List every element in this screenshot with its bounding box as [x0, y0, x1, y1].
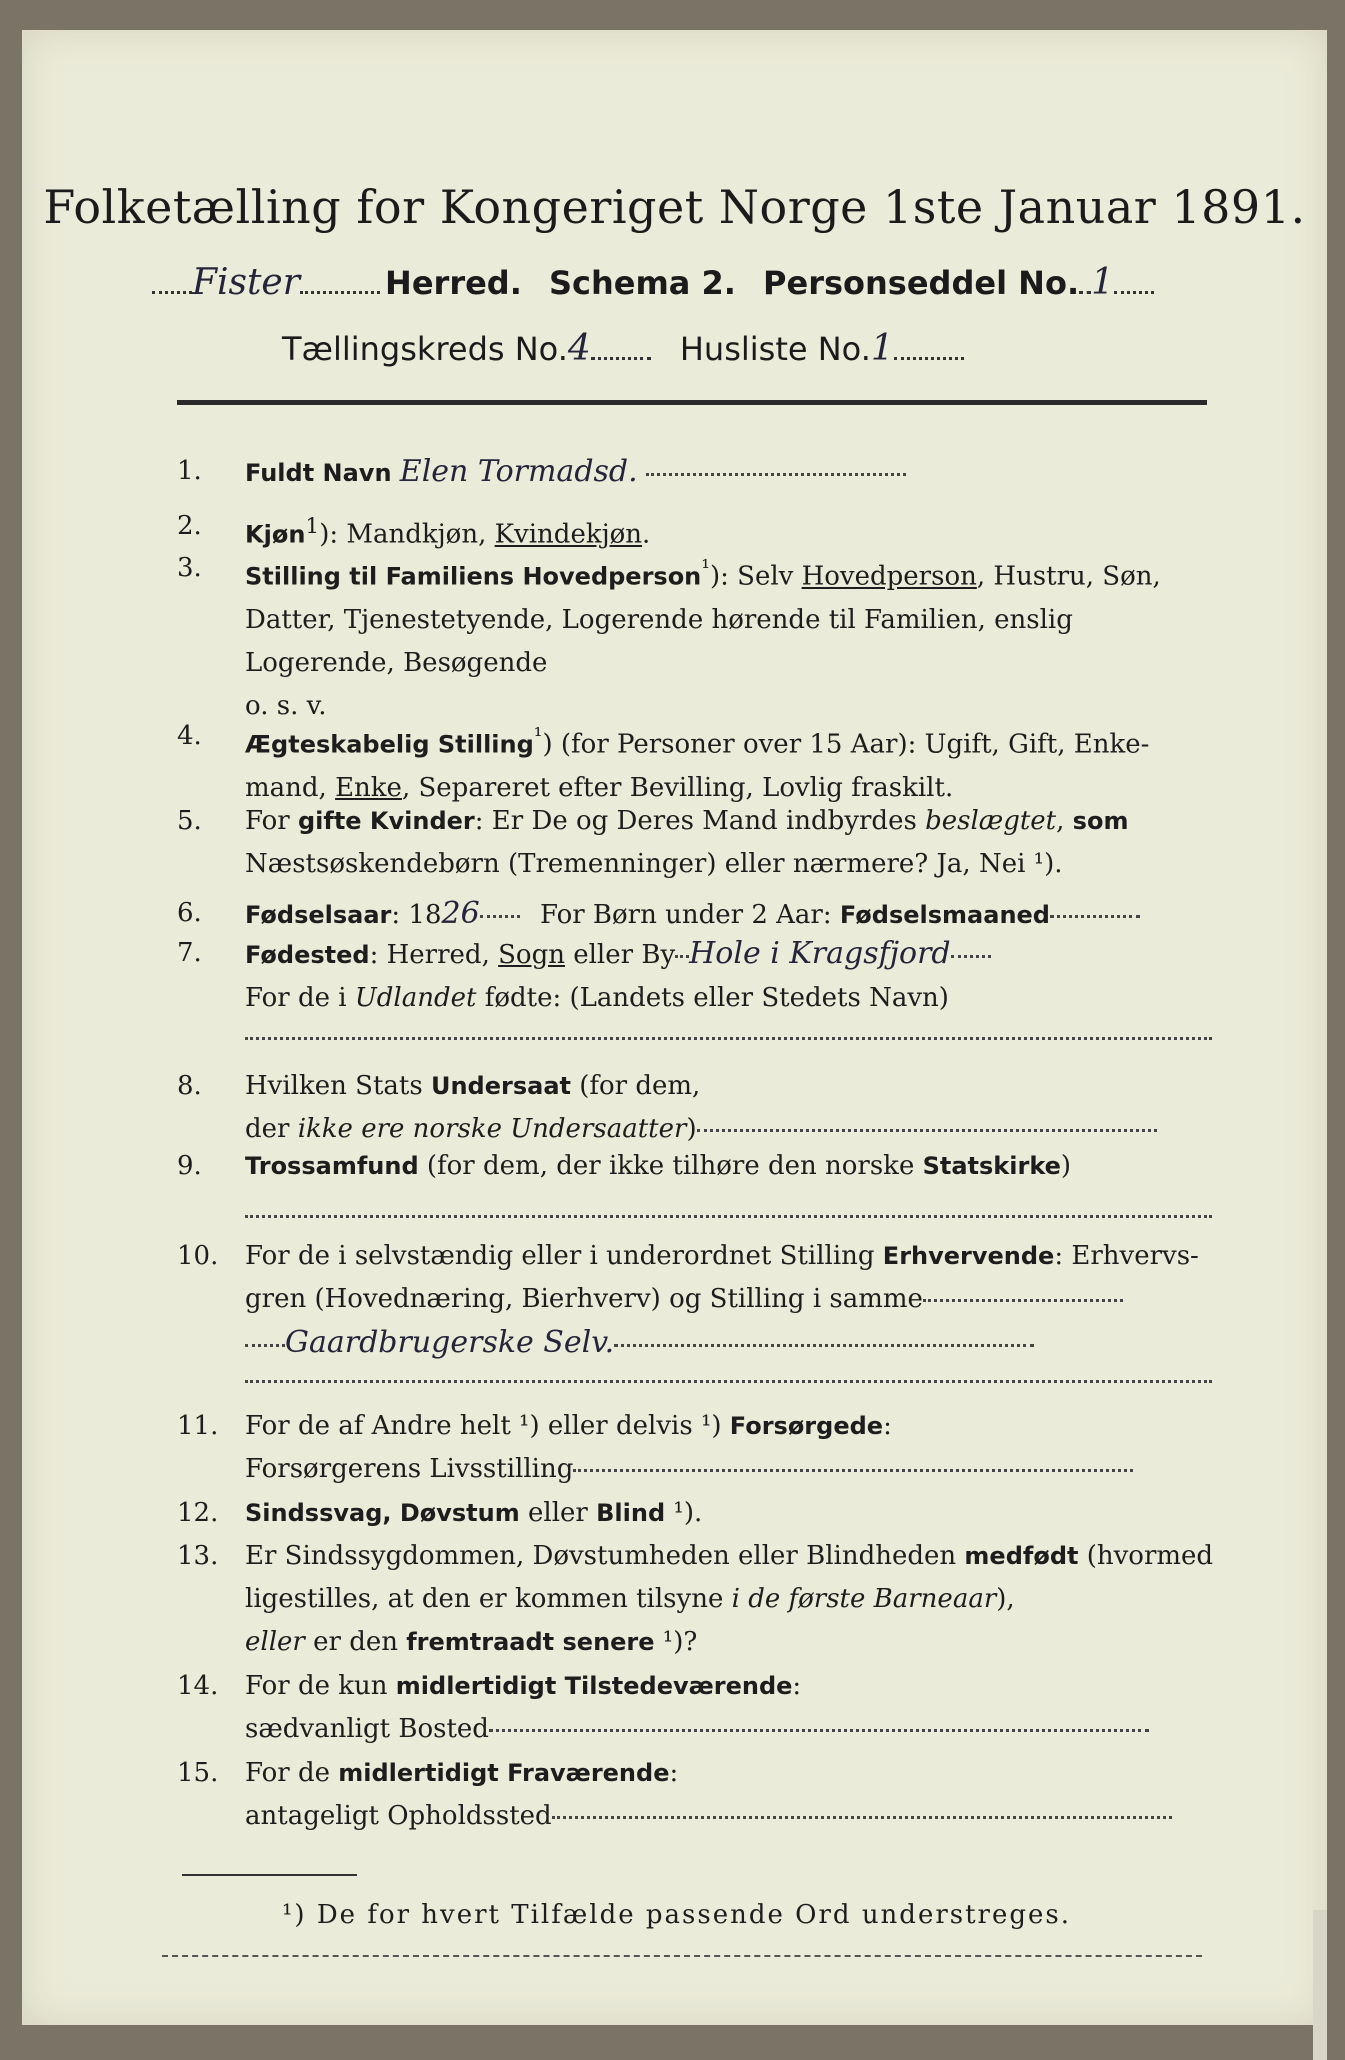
census-form — [22, 30, 1327, 2025]
item-11 — [177, 1405, 1212, 1491]
item-label: Ægteskabelig Stilling — [245, 730, 534, 759]
item-text: For de i — [245, 983, 355, 1013]
item-number: 14. — [177, 1671, 219, 1701]
form-title: Folketælling for Kongeriget Norge 1ste Januar 1891. — [43, 180, 1306, 234]
item-number: 13. — [177, 1541, 219, 1571]
occupation-value: Gaardbrugerske Selv. — [285, 1325, 615, 1360]
personseddel-value: 1 — [1091, 262, 1114, 303]
item-text: Er Sindssygdommen, Døvstumheden eller Blindheden — [245, 1541, 965, 1571]
item-number: 8. — [177, 1071, 202, 1101]
item-number: 11. — [177, 1411, 219, 1441]
item-text: Hvilken Stats — [245, 1071, 431, 1101]
page-edge — [1313, 1910, 1327, 2060]
item-label: Blind — [596, 1499, 666, 1527]
taellingskreds-row — [282, 328, 964, 369]
item-text: antageligt Opholdssted — [245, 1801, 552, 1831]
item-number: 7. — [177, 938, 202, 968]
item-text: , Separeret efter Bevilling, Lovlig fraskilt. — [401, 772, 954, 803]
item-number: 5. — [177, 806, 202, 836]
item-9 — [177, 1145, 1212, 1188]
item-14 — [177, 1665, 1212, 1751]
item-text: . — [642, 519, 651, 550]
item-label: midlertidigt Fraværende — [338, 1759, 670, 1787]
item-text: beslægtet — [925, 806, 1057, 836]
item-text: i de første Barneaar — [731, 1584, 997, 1614]
item-text: ligestilles, at den er kommen tilsyne — [245, 1584, 732, 1614]
item-1 — [177, 450, 1212, 495]
herred-value: Fister — [192, 262, 300, 303]
item-text: ) (for Personer over 15 Aar): Ugift, Gift, Enke- — [542, 729, 1150, 760]
item-number: 2. — [177, 511, 202, 541]
item-number: 9. — [177, 1151, 202, 1181]
footnote-rule — [182, 1874, 357, 1876]
item-5 — [177, 800, 1212, 886]
husliste-value: 1 — [870, 328, 894, 369]
item-text: : Er De og Deres Mand indbyrdes — [474, 806, 926, 836]
item-text: (for dem, der ikke tilhøre den norske — [418, 1151, 923, 1181]
birthplace-value: Hole i Kragsfjord — [689, 936, 951, 971]
item-3 — [177, 547, 1212, 728]
item-number: 15. — [177, 1758, 219, 1788]
item-text: , Hustru, Søn, — [976, 561, 1161, 592]
item-text: som — [1072, 807, 1129, 835]
item-text: Datter, Tjenestetyende, Logerende hørende til Familien, enslig — [245, 604, 1073, 635]
taellingskreds-value: 4 — [567, 328, 591, 369]
item-12 — [177, 1492, 1212, 1535]
item-text: : 18 — [391, 900, 442, 930]
blank-line — [245, 1380, 1212, 1383]
blank-line — [245, 1215, 1212, 1218]
blank-line — [245, 1037, 1212, 1040]
item-label: Fødested — [245, 941, 370, 969]
underlined-choice: Sogn — [498, 940, 565, 970]
item-text: : Erhvervs- — [1054, 1241, 1199, 1271]
item-label: Fødselsaar — [245, 901, 392, 929]
item-label: Forsørgede — [729, 1412, 884, 1440]
bottom-rule — [162, 1955, 1202, 1957]
item-text: sædvanligt Bosted — [245, 1714, 489, 1744]
item-13 — [177, 1535, 1212, 1664]
item-label: Stilling til Familiens Hovedperson — [245, 562, 702, 591]
item-text: ): Mandkjøn, — [319, 519, 495, 550]
herred-label: Herred. — [385, 264, 522, 302]
item-label: medfødt — [964, 1542, 1079, 1570]
item-text: : — [669, 1758, 679, 1788]
item-text: For — [245, 806, 298, 836]
item-text: er den — [304, 1627, 407, 1657]
item-text: o. s. v. — [245, 690, 327, 721]
item-text: gren (Hovednæring, Bierhverv) og Stilling i samme — [245, 1284, 923, 1314]
item-label: Sindssvag, Døvstum — [245, 1499, 520, 1527]
item-15 — [177, 1752, 1212, 1838]
item-text: : — [883, 1411, 892, 1441]
item-text: ), — [996, 1584, 1015, 1614]
item-text: eller — [245, 1627, 305, 1657]
item-text: mand, — [245, 772, 336, 803]
item-label: fremtraadt senere — [406, 1628, 655, 1656]
item-text: , — [1056, 806, 1073, 836]
item-label: Kjøn — [245, 520, 306, 549]
item-number: 12. — [177, 1498, 219, 1528]
item-8 — [177, 1065, 1212, 1151]
item-6 — [177, 892, 1212, 937]
item-text: der — [245, 1114, 298, 1144]
item-text: : Herred, — [369, 940, 499, 970]
birth-year-value: 26 — [441, 896, 480, 931]
footnote-mark: ¹ — [701, 556, 710, 581]
header-rule — [177, 400, 1207, 405]
item-text: : — [792, 1671, 802, 1701]
item-label: Trossamfund — [245, 1152, 419, 1180]
taellingskreds-label: Tællingskreds No. — [282, 330, 568, 368]
item-text: ¹). — [665, 1498, 703, 1528]
item-label: Erhvervende — [882, 1242, 1055, 1270]
item-number: 3. — [177, 553, 202, 583]
item-text: ) — [686, 1114, 697, 1144]
item-text: For de af Andre helt ¹) eller delvis ¹) — [245, 1411, 730, 1441]
item-number: 10. — [177, 1241, 219, 1271]
item-text: For de — [245, 1758, 339, 1788]
item-10 — [177, 1235, 1212, 1366]
item-text: ikke ere norske Undersaatter — [297, 1114, 687, 1144]
item-label: Undersaat — [430, 1072, 571, 1100]
item-text: fødte: (Landets eller Stedets Navn) — [476, 983, 949, 1013]
underlined-choice: Hovedperson — [801, 561, 977, 592]
item-text: For de i selvstændig eller i underordnet Stilling — [245, 1241, 883, 1271]
item-text: Næstsøskendebørn (Tremenninger) eller nærmere? Ja, Nei ¹). — [245, 849, 1063, 879]
item-7 — [177, 932, 1212, 1020]
footnote-mark: ¹ — [533, 724, 543, 749]
item-4 — [177, 715, 1212, 810]
item-text: Logerende, Besøgende — [245, 647, 548, 678]
item-text: ): Selv — [709, 561, 802, 592]
item-label: Fuldt Navn — [245, 459, 392, 487]
item-text: For Børn under 2 Aar: — [539, 900, 840, 930]
item-number: 1. — [177, 456, 202, 486]
footnote: ¹) De for hvert Tilfælde passende Ord understreges. — [282, 1900, 1072, 1930]
item-label: Statskirke — [922, 1152, 1061, 1180]
item-label: midlertidigt Tilstedeværende — [395, 1672, 793, 1700]
herred-row — [152, 262, 1154, 303]
husliste-label: Husliste No. — [679, 330, 871, 368]
footnote-mark: 1 — [305, 514, 320, 539]
personseddel-label: Personseddel No. — [763, 264, 1080, 302]
item-text: eller By — [564, 940, 676, 970]
item-number: 6. — [177, 898, 202, 928]
item-text: ¹)? — [654, 1627, 698, 1657]
item-text: Udlandet — [354, 983, 477, 1013]
underlined-choice: Kvindekjøn — [494, 519, 643, 550]
item-text: ) — [1060, 1151, 1072, 1181]
item-text: Forsørgerens Livsstilling — [245, 1454, 574, 1484]
item-text: (hvormed — [1078, 1541, 1214, 1571]
item-number: 4. — [177, 721, 202, 751]
schema-label: Schema 2. — [548, 264, 736, 302]
item-label: Fødselsmaaned — [839, 901, 1050, 929]
name-value: Elen Tormadsd. — [399, 454, 638, 489]
item-label: gifte Kvinder — [297, 807, 475, 835]
item-text: For de kun — [245, 1671, 396, 1701]
item-text: eller — [519, 1498, 597, 1528]
item-text: (for dem, — [570, 1071, 701, 1101]
underlined-choice: Enke — [335, 772, 402, 803]
